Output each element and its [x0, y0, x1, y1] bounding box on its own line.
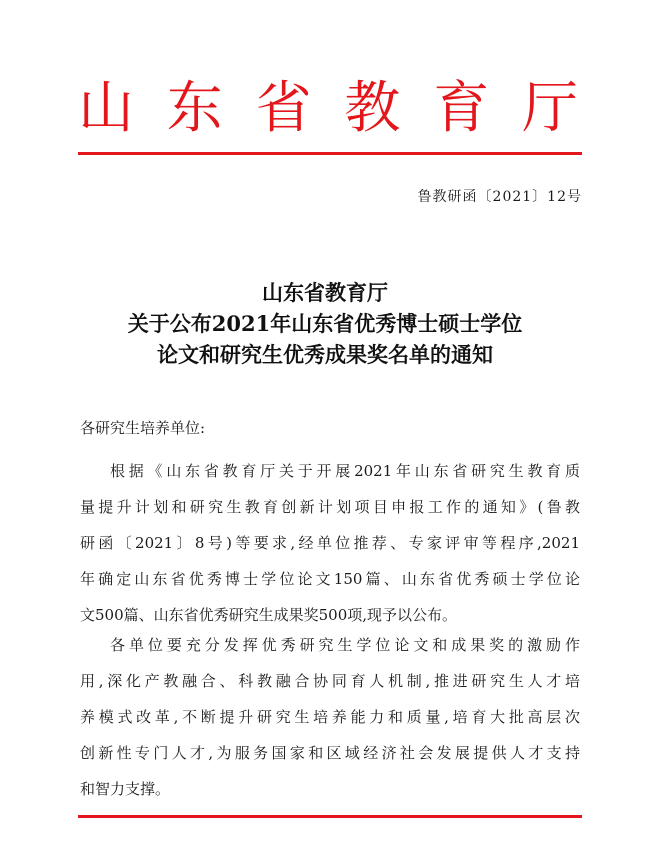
masthead-char: 育: [433, 76, 490, 141]
masthead-char: 山: [78, 76, 134, 141]
title-line: 山东省教育厅: [262, 280, 388, 305]
masthead-red-rule: [78, 152, 582, 155]
masthead-char: 省: [255, 76, 312, 141]
paragraph-2: [80, 627, 580, 807]
paragraph-line: 文500篇、山东省优秀研究生成果奖500项,现予以公布。: [80, 606, 458, 624]
paragraph-line: 和智力支撑。: [80, 780, 171, 798]
paragraph-line: 年确定山东省优秀博士学位论文150篇、山东省优秀硕士学位论: [80, 570, 580, 588]
paragraph-line: 创新性专门人才,为服务国家和区域经济社会发展提供人才支持: [80, 744, 580, 762]
paragraph-line: 养模式改革,不断提升研究生培养能力和质量,培育大批高层次: [80, 708, 580, 726]
paragraph-line: 用,深化产教融合、科教融合协同育人机制,推进研究生人才培: [80, 672, 580, 690]
title-line: 关于公布2021年山东省优秀博士硕士学位: [127, 311, 523, 336]
document-number: 鲁教研函〔2021〕12号: [417, 189, 582, 205]
title-line: 论文和研究生优秀成果奖名单的通知: [157, 342, 493, 367]
masthead-char: 教: [344, 76, 401, 141]
masthead-char: 东: [166, 76, 223, 141]
issuer-masthead: [78, 74, 578, 144]
paragraph-line: 各单位要充分发挥优秀研究生学位论文和成果奖的激励作: [110, 636, 580, 654]
paragraph-line: 研函〔2021〕8号)等要求,经单位推荐、专家评审等程序,2021: [80, 534, 580, 552]
paragraph-line: 量提升计划和研究生教育创新计划项目申报工作的通知》(鲁教: [80, 498, 580, 516]
salutation: 各研究生培养单位:: [80, 419, 206, 437]
document-title: [60, 277, 590, 370]
paragraph-line: 根据《山东省教育厅关于开展2021年山东省研究生教育质: [110, 462, 580, 480]
masthead-char: 厅: [521, 76, 578, 141]
paragraph-1: [80, 453, 580, 633]
footer-red-rule: [78, 815, 582, 818]
